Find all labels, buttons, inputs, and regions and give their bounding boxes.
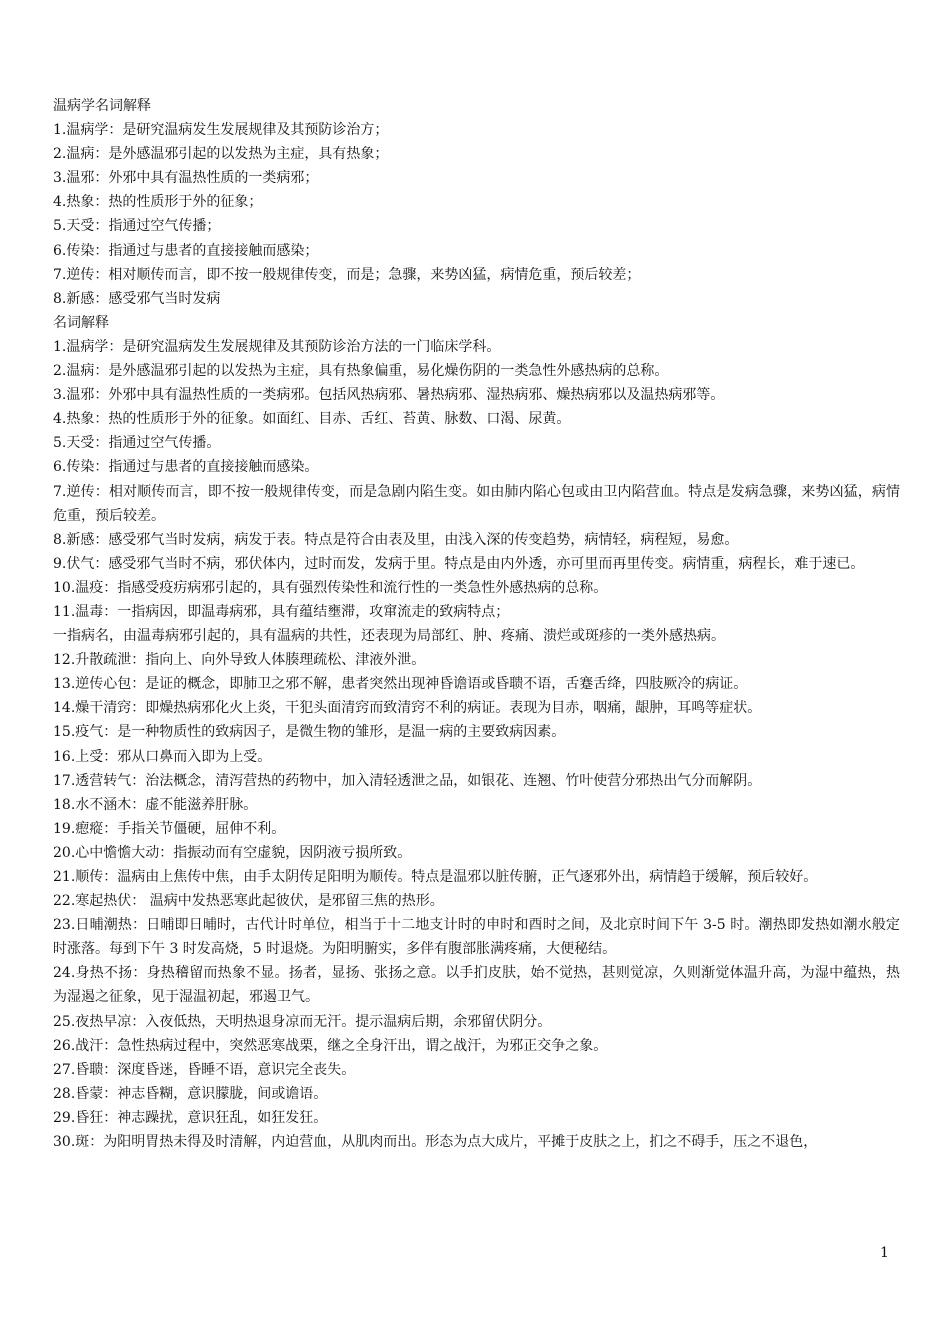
text-line: 一指病名，由温毒病邪引起的，具有温病的共性，还表现为局部红、肿、疼痛、溃烂或斑疹的一类外感热病。 — [53, 628, 725, 645]
text-line: 27.昏聩：深度昏迷，昏睡不语，意识完全丧失。 — [53, 1061, 356, 1078]
text-line: 2.温病：是外感温邪引起的以发热为主症，具有热象； — [53, 146, 389, 163]
text-line: 2.温病：是外感温邪引起的以发热为主症，具有热象偏重，易化燥伤阴的一类急性外感热病的总称。 — [53, 363, 669, 380]
document-body — [53, 94, 900, 1154]
text-line: 16.上受：邪从口鼻而入即为上受。 — [53, 748, 272, 765]
text-line: 29.昏狂：神志躁扰，意识狂乱，如狂发狂。 — [53, 1109, 328, 1126]
text-paragraph: 9.伏气：感受邪气当时不病，邪伏体内，过时而发，发病于里。特点是由内外透，亦可里而再里传变。病情重，病程长，难于速已。 — [53, 555, 865, 572]
text-line: 1.温病学：是研究温病发生发展规律及其预防诊治方； — [53, 122, 389, 139]
text-line: 4.热象：热的性质形于外的征象。如面红、目赤、舌红、苔黄、脉数、口渴、尿黄。 — [53, 411, 571, 428]
text-line: 14.燥干清窍：即燥热病邪化火上炎，干犯头面清窍而致清窍不利的病证。表现为目赤，咽痛，龈肿，耳鸣等症状。 — [53, 700, 762, 717]
text-line: 5.天受：指通过空气传播； — [53, 218, 221, 235]
text-line: 6.传染：指通过与患者的直接接触而感染； — [53, 242, 319, 259]
text-line: 30.斑：为阳明胃热未得及时清解，内迫营血，从肌肉而出。形态为点大成片，平摊于皮肤之上，扪之不碍手，压之不退色， — [53, 1134, 818, 1151]
text-paragraph: 23.日晡潮热：日晡即日晡时，古代计时单位，相当于十二地支计时的申时和酉时之间，及北京时间下午 3-5 时。潮热即发热如潮水般定时涨落。每到下午 3 时发高烧，5 时退烧。为阳明腑实，多伴有腹部胀满疼痛，大便秘结。 — [53, 917, 900, 958]
text-line: 28.昏蒙：神志昏糊，意识朦胧，间或谵语。 — [53, 1085, 328, 1102]
text-line: 1.温病学：是研究温病发生发展规律及其预防诊治方法的一门临床学科。 — [53, 338, 501, 355]
text-line: 25.夜热早凉：入夜低热，天明热退身凉而无汗。提示温病后期，余邪留伏阴分。 — [53, 1013, 552, 1030]
text-line: 18.水不涵木：虚不能滋养肝脉。 — [53, 796, 258, 813]
text-line: 15.疫气：是一种物质性的致病因子，是微生物的雏形，是温一病的主要致病因素。 — [53, 724, 566, 741]
text-line: 7.逆传：相对顺传而言，即不按一般规律传变，而是；急骤，来势凶猛，病情危重，预后较差； — [53, 266, 641, 283]
text-line: 8.新感：感受邪气当时发病 — [53, 290, 221, 307]
heading-title: 温病学名词解释 — [53, 98, 151, 114]
text-line: 4.热象：热的性质形于外的征象； — [53, 194, 263, 211]
text-line: 10.温疫：指感受疫疠病邪引起的，具有强烈传染性和流行性的一类急性外感热病的总称。 — [53, 579, 608, 596]
text-line: 20.心中憺憺大动：指振动而有空虚貌，因阴液亏损所致。 — [53, 844, 412, 861]
text-line: 5.天受：指通过空气传播。 — [53, 435, 221, 452]
text-line: 22.寒起热伏： 温病中发热恶寒此起彼伏，是邪留三焦的热形。 — [53, 893, 444, 910]
text-line: 26.战汗：急性热病过程中，突然恶寒战栗，继之全身汗出，谓之战汗，为邪正交争之象。 — [53, 1037, 608, 1054]
text-line: 12.升散疏泄：指向上、向外导致人体腠理疏松、津液外泄。 — [53, 652, 426, 669]
text-paragraph: 7.逆传：相对顺传而言，即不按一般规律传变，而是急剧内陷生变。如由肺内陷心包或由卫内陷营血。特点是发病急骤，来势凶猛，病情危重，预后较差。 — [53, 483, 900, 524]
text-line: 6.传染：指通过与患者的直接接触而感染。 — [53, 459, 319, 476]
text-line: 3.温邪：外邪中具有温热性质的一类病邪； — [53, 170, 319, 187]
section-heading: 名词解释 — [53, 314, 109, 331]
text-line: 13.逆传心包：是证的概念，即肺卫之邪不解，患者突然出现神昏谵语或昏聩不语，舌蹇舌绛，四肢厥冷的病证。 — [53, 676, 748, 693]
text-paragraph: 21.顺传：温病由上焦传中焦，由手太阴传足阳明为顺传。特点是温邪以脏传腑，正气逐邪外出，病情趋于缓解，预后较好。 — [53, 869, 818, 885]
text-paragraph: 24.身热不扬：身热稽留而热象不显。扬者，显扬、张扬之意。以手扪皮肤，始不觉热，甚则觉凉，久则渐觉体温升高，为湿中蕴热，热为湿遏之征象，见于湿温初起，邪遏卫气。 — [53, 965, 900, 1006]
text-line: 11.温毒：一指病因，即温毒病邪，具有蕴结壅滞，攻窜流走的致病特点； — [53, 603, 510, 620]
text-line: 17.透营转气：治法概念，清泻营热的药物中，加入清轻透泄之品，如银花、连翘、竹叶使营分邪热出气分而解阴。 — [53, 772, 762, 789]
text-line: 8.新感：感受邪气当时发病，病发于表。特点是符合由表及里，由浅入深的传变趋势，病情轻，病程短，易愈。 — [53, 531, 739, 548]
page-number: 1 — [880, 1245, 889, 1261]
text-line: 19.瘛瘲：手指关节僵硬，屈伸不利。 — [53, 820, 286, 837]
text-line: 3.温邪：外邪中具有温热性质的一类病邪。包括风热病邪、暑热病邪、湿热病邪、燥热病邪以及温热病邪等。 — [53, 387, 725, 404]
